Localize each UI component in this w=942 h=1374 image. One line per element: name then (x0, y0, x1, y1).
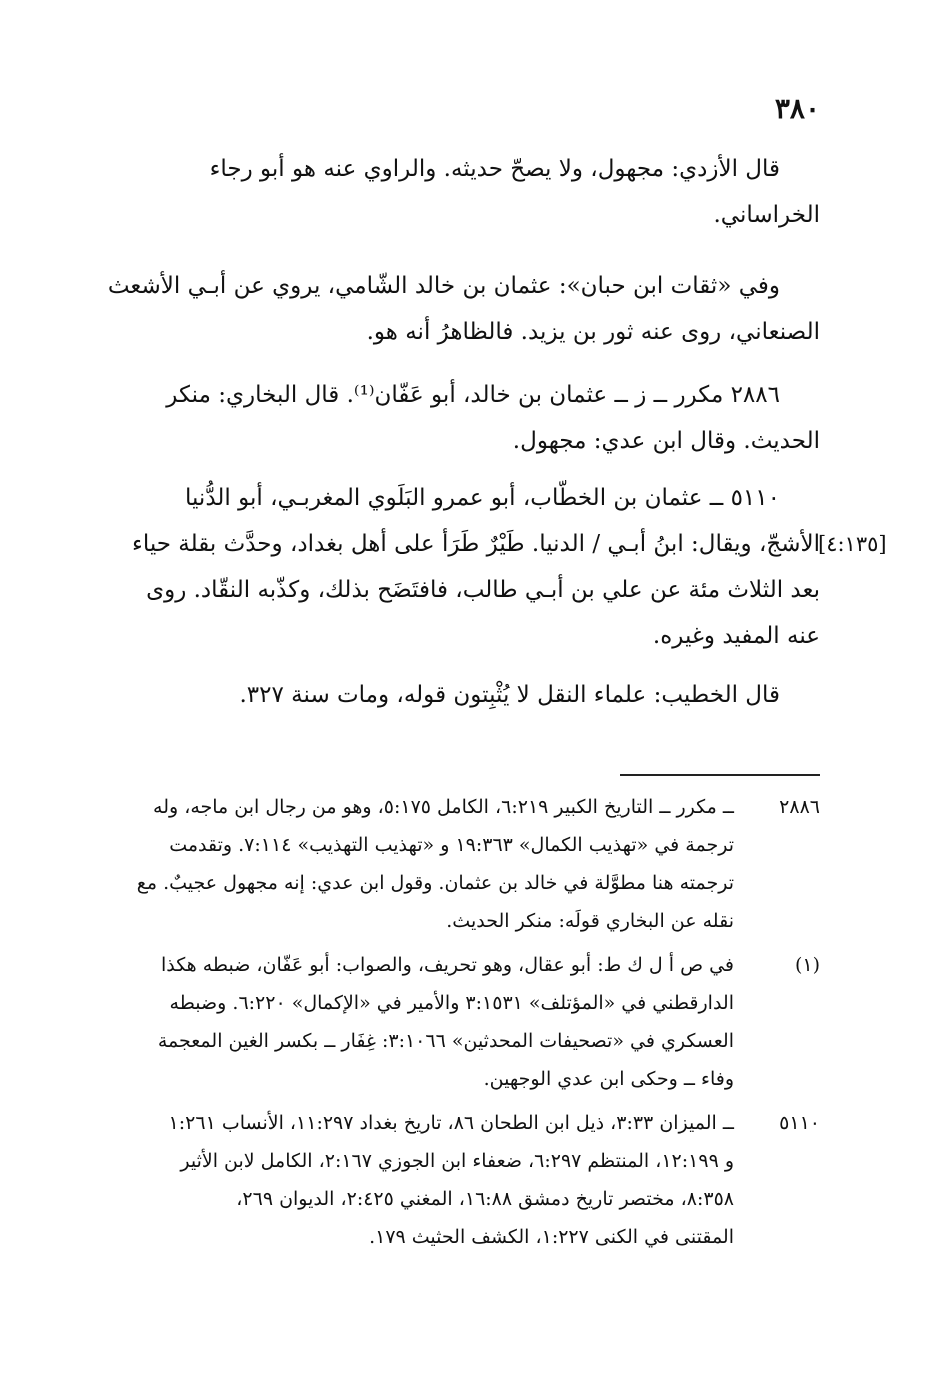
footnote-body (120, 946, 734, 1098)
footnote-number: ٥١١٠ (779, 1112, 820, 1134)
footnote-number: ٢٨٨٦ (779, 796, 820, 818)
text-line: الصنعاني، روى عنه ثور بن يزيد. فالظاهرُ أنه هو. (366, 319, 820, 345)
entry-5110 (120, 475, 820, 659)
paragraph-khatib (120, 672, 820, 718)
footnote-line: ــ الميزان ٣:٣٣، ذيل ابن الطحان ٨٦، تاريخ بغداد ١١:٢٩٧، الأنساب ١:٢٦١ (168, 1112, 734, 1134)
footnote-body (120, 788, 734, 940)
footnote-5110 (120, 1104, 820, 1256)
footnote-line: نقله عن البخاري قولَه: منكر الحديث. (446, 910, 734, 932)
footnote-line: الدارقطني في «المؤتلف» ٣:١٥٣١ والأمير في «الإكمال» ٦:٢٢٠. وضبطه (169, 992, 734, 1014)
text-line: ٥١١٠ ــ عثمان بن الخطّاب، أبو عمرو البَلَوي المغربـي، أبو الدُّنيا (184, 485, 780, 511)
page-number: ٣٨٠ (774, 92, 820, 125)
text-line: قال الأزدي: مجهول، ولا يصحّ حديثه. والراوي عنه هو أبو رجاء (209, 156, 780, 182)
entry-2886-mukarrar (120, 372, 820, 464)
text-line: عنه المفيد وغيره. (652, 623, 820, 649)
text-line: وفي «ثقات ابن حبان»: عثمان بن خالد الشّامي، يروي عن أبـي الأشعث (107, 273, 780, 299)
text-line: الخراساني. (713, 202, 820, 228)
text-line: الأشجّ، ويقال: ابنُ أبـي / الدنيا. طَيْرٌ طَرَأ على أهل بغداد، وحدَّث بقلة حياء (132, 531, 820, 557)
footnote-line: ترجمته هنا مطوَّلة في خالد بن عثمان. وقول ابن عدي: إنه مجهول عجيبٌ. مع (136, 872, 734, 894)
footnote-line: و ١٢:١٩٩، المنتظم ٦:٢٩٧، ضعفاء ابن الجوزي ٢:١٦٧، الكامل لابن الأثير (180, 1150, 734, 1172)
text-line: الحديث. وقال ابن عدي: مجهول. (512, 428, 820, 454)
footnote-body (120, 1104, 734, 1256)
footnote-line: ترجمة في «تهذيب الكمال» ١٩:٣٦٣ و «تهذيب التهذيب» ٧:١١٤. وتقدمت (169, 834, 734, 856)
paragraph-1 (120, 146, 820, 238)
footnote-line: وفاء ــ وحكى ابن عدي الوجهين. (483, 1068, 734, 1090)
footnote-line: العسكري في «تصحيفات المحدثين» ٣:١٠٦٦: غِفَار ــ بكسر الغين المعجمة (157, 1030, 734, 1052)
margin-volume-page-reference: [٤:١٣٥] (818, 532, 887, 556)
text-line: بعد الثلاث مئة عن علي بن أبـي طالب، فافتَضَح بذلك، وكذّبه النقّاد. روى (146, 577, 820, 603)
text-line: قال الخطيب: علماء النقل لا يُثْبِتون قوله، ومات سنة ٣٢٧. (239, 682, 780, 708)
footnote-line: المقتنى في الكنى ١:٢٢٧، الكشف الحثيث ١٧٩. (369, 1226, 734, 1248)
footnote-2886 (120, 788, 820, 940)
footnote-line: ٨:٣٥٨، مختصر تاريخ دمشق ١٦:٨٨، المغني ٢:٤٢٥، الديوان ٢٦٩، (236, 1188, 734, 1210)
text-line: ٢٨٨٦ مكرر ــ ز ــ عثمان بن خالد، أبو عَفّان⁽¹⁾. قال البخاري: منكر (166, 382, 780, 408)
footnote-line: في ص أ ل ك ط: أبو عقال، وهو تحريف، والصواب: أبو عَفّان، ضبطه هكذا (160, 954, 734, 976)
footnote-1 (120, 946, 820, 1098)
footnote-number: (١) (794, 954, 820, 976)
paragraph-2 (107, 263, 820, 355)
footnote-separator (620, 774, 820, 776)
footnote-line: ــ مكرر ــ التاريخ الكبير ٦:٢١٩، الكامل ٥:١٧٥، وهو من رجال ابن ماجه، وله (153, 796, 734, 818)
